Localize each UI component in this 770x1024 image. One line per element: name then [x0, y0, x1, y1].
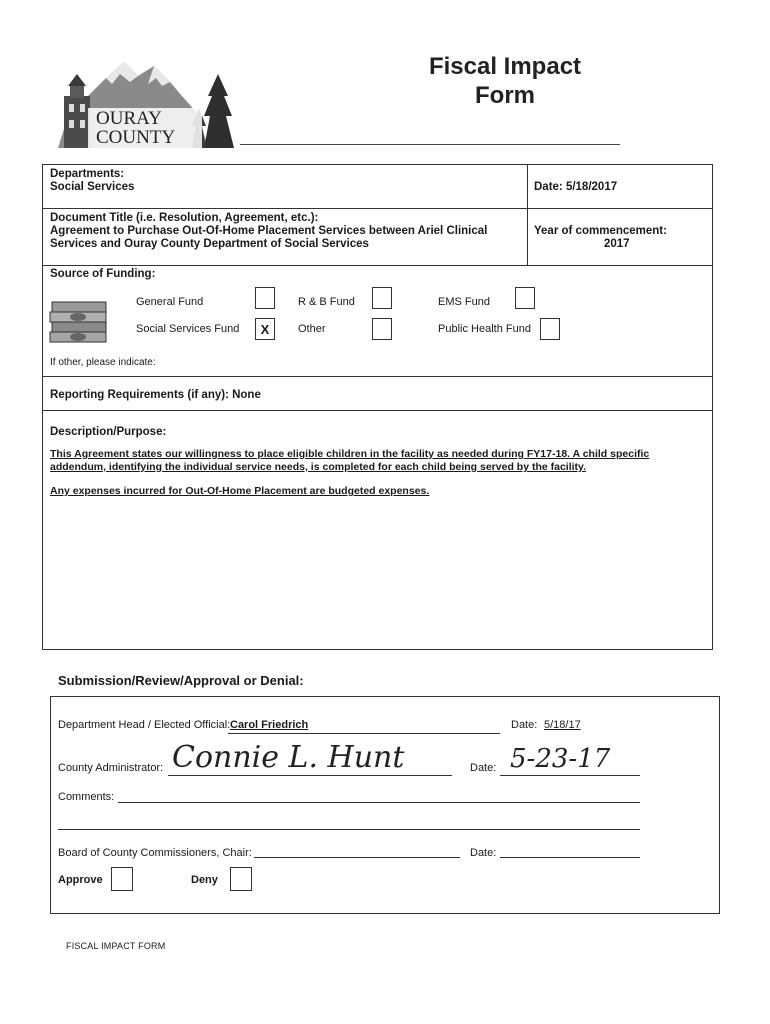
approve-checkbox[interactable]: [111, 867, 133, 891]
admin-date-value: 5-23-17: [510, 744, 611, 774]
approve-label: Approve: [58, 874, 103, 886]
deny-checkbox[interactable]: [230, 867, 252, 891]
title-divider: [240, 144, 620, 145]
description-line3: Any expenses incurred for Out-Of-Home Placement are budgeted expenses.: [50, 485, 430, 497]
admin-label: County Administrator:: [58, 762, 164, 774]
board-date-label: Date:: [470, 847, 497, 859]
mountain-logo-icon: [58, 56, 244, 148]
logo-text-1: OURAY: [96, 108, 162, 129]
dept-head-label: Department Head / Elected Official:: [58, 719, 231, 731]
footer-label: FISCAL IMPACT FORM: [66, 941, 166, 951]
column-divider: [527, 164, 528, 265]
comments-line[interactable]: [58, 829, 640, 830]
general-fund-checkbox[interactable]: [255, 287, 275, 309]
dept-head-value: Carol Friedrich: [230, 719, 309, 731]
funding-option-label: EMS Fund: [438, 296, 490, 308]
board-label: Board of County Commissioners, Chair:: [58, 847, 252, 859]
funding-option-label: R & B Fund: [298, 296, 355, 308]
dept-date-value: 5/18/17: [544, 719, 581, 731]
funding-option-label: Social Services Fund: [136, 323, 240, 335]
form-title-line1: Fiscal Impact: [428, 53, 582, 80]
form-title: [400, 52, 610, 110]
document-title-line1: Agreement to Purchase Out-Of-Home Placement Services between Ariel Clinical: [50, 225, 488, 237]
document-title-line2: Services and Ouray County Department of Social Services: [50, 238, 369, 250]
row-divider: [42, 376, 713, 377]
public-health-fund-checkbox[interactable]: [540, 318, 560, 340]
form-title-line2: Form: [475, 82, 535, 109]
departments-label: Departments:: [50, 168, 125, 180]
admin-date-label: Date:: [470, 762, 497, 774]
description-line1: This Agreement states our willingness to place eligible children in the facility as needed during FY17-18. A child specific: [50, 448, 650, 460]
row-divider: [42, 265, 713, 266]
year-value: 2017: [604, 238, 630, 250]
funding-label: Source of Funding:: [50, 268, 156, 280]
other-fund-checkbox[interactable]: [372, 318, 392, 340]
signature-line: [168, 775, 452, 776]
signature-line: [228, 733, 500, 734]
ouray-county-logo: [58, 56, 244, 148]
departments-value: Social Services: [50, 181, 135, 193]
comments-label: Comments:: [58, 791, 115, 803]
money-stack-icon: [48, 292, 110, 348]
deny-label: Deny: [191, 874, 218, 886]
comments-line[interactable]: [118, 802, 640, 803]
reporting-requirements: Reporting Requirements (if any): None: [50, 389, 261, 401]
signature-line[interactable]: [254, 857, 460, 858]
document-title-label: Document Title (i.e. Resolution, Agreement, etc.):: [50, 212, 319, 224]
ems-fund-checkbox[interactable]: [515, 287, 535, 309]
row-divider: [42, 410, 713, 411]
submission-heading: Submission/Review/Approval or Denial:: [58, 673, 304, 688]
funding-option-label: General Fund: [136, 296, 204, 308]
year-label: Year of commencement:: [534, 225, 667, 237]
description-label: Description/Purpose:: [50, 426, 167, 438]
social-services-fund-checkbox[interactable]: X: [255, 318, 275, 340]
row-divider: [42, 208, 713, 209]
date-line[interactable]: [500, 857, 640, 858]
description-line2: addendum, identifying the individual service needs, is completed for each child being served by the facility.: [50, 461, 587, 473]
logo-text-2: COUNTY: [96, 127, 176, 148]
signature-line: [500, 775, 640, 776]
funding-option-label: Other: [298, 323, 326, 335]
rb-fund-checkbox[interactable]: [372, 287, 392, 309]
admin-signature: Connie L. Hunt: [172, 740, 405, 775]
dept-date-label: Date:: [511, 719, 538, 731]
funding-option-label: Public Health Fund: [438, 323, 531, 335]
departments-date: Date: 5/18/2017: [534, 181, 618, 193]
other-indicate-label: If other, please indicate:: [50, 357, 156, 368]
